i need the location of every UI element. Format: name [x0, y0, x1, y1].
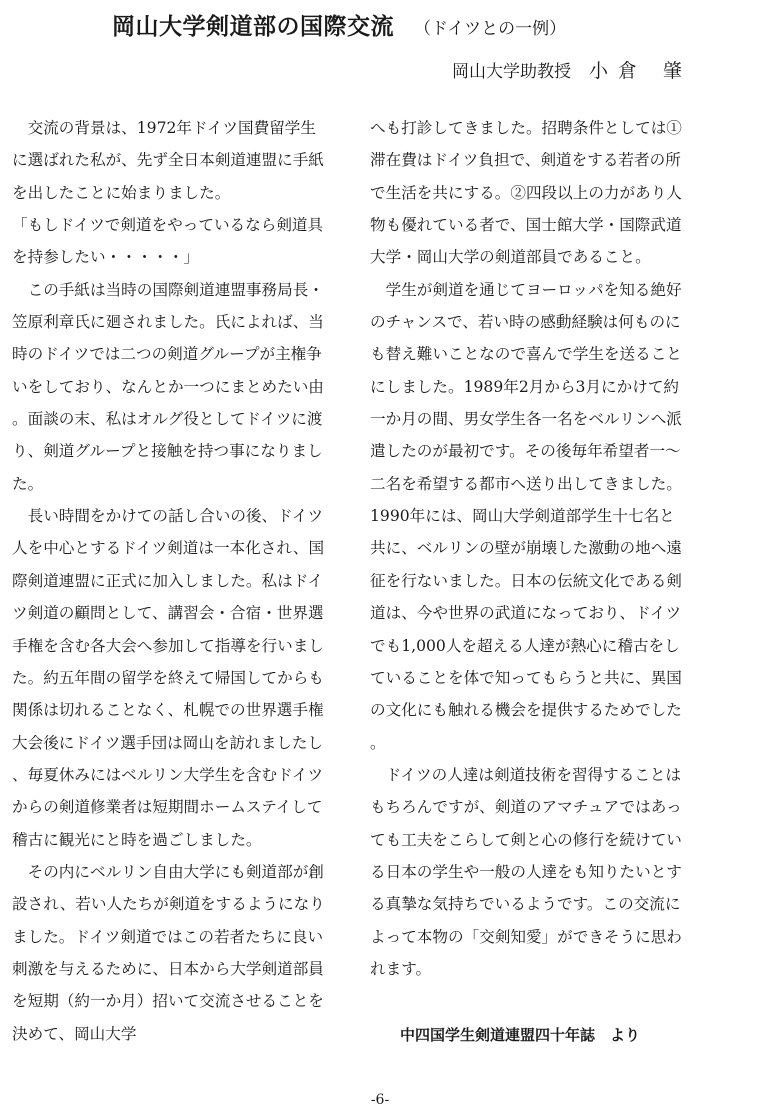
author-affiliation: 岡山大学助教授 — [452, 62, 571, 82]
paragraph: その内にベルリン自由大学にも剣道部が創設され、若い人たちが剣道をするようになりました。ドイツ剣道ではこの若者たちに良い刺激を与えるために、日本から大学剣道部員を短期（約一か月）招いて交流させることを決めて、岡山大学 — [12, 862, 325, 1043]
author-name: 小倉 肇 — [589, 60, 693, 82]
page-title: 岡山大学剣道部の国際交流 — [112, 14, 394, 40]
page-subtitle: （ドイツとの一例） — [414, 19, 567, 39]
paragraph-quote: 「もしドイツで剣道をやっているなら剣道具を持参したい・・・・・」 — [12, 216, 324, 267]
title-row — [112, 8, 712, 41]
paragraph: 交流の背景は、1972年ドイツ国費留学生に選ばれた私が、先ず全日本剣道連盟に手紙を出したことに始まりました。 — [12, 119, 324, 202]
paragraph: 長い時間をかけての話し合いの後、ドイツ人を中心とするドイツ剣道は一本化され、国際剣道連盟に正式に加入しました。私はドイツ剣道の顧問として、講習会・合宿・世界選手権を含む各大会へ参加して指導を行いました。約五年間の留学を終えて帰国してからも関係は切れることなく、札幌での世界選手権大会後にドイツ選手団は岡山を訪れましたし、毎夏休みにはベルリン大学生を含むドイツからの剣道修業者は短期間ホームステイして稽古に観光にと時を過ごしました。 — [12, 507, 325, 849]
paragraph-continued: へも打診してきました。招聘条件としては①滞在費はドイツ負担で、剣道をする若者の所で生活を共にする。②四段以上の力があり人物も優れている者で、国士館大学・国際武道大学・岡山大学の剣道部員であること。 — [370, 119, 682, 267]
paragraph: この手紙は当時の国際剣道連盟事務局長・笠原利章氏に廻されました。氏によれば、当時のドイツでは二つの剣道グループが主権争いをしており、なんとか一つにまとめたい由。面談の末、私はオルグ役としてドイツに渡り、剣道グループと接触を持つ事になりました。 — [12, 280, 324, 493]
source-citation: 中四国学生剣道連盟四十年誌 より — [400, 1026, 641, 1044]
right-column — [370, 112, 686, 985]
paragraph: 学生が剣道を通じてヨーロッパを知る絶好のチャンスで、若い時の感動経験は何ものにも替え難いことなので喜んで学生を送ることにしました。1989年2月から3月にかけて約一か月の間、男女学生各一名をベルリンへ派遣したのが最初です。その後毎年希望者一〜二名を希望する都市へ送り出してきました。1990年には、岡山大学剣道部学生十七名と共に、ベルリンの壁が崩壊した激動の地へ遠征を行ないました。日本の伝統文化である剣道は、今や世界の武道になっており、ドイツでも1,000人を超える人達が熱心に稽古をしていることを体で知ってもらうと共に、異国の文化にも触れる機会を提供するためでした。 — [370, 280, 682, 752]
page-number: -6- — [370, 1092, 390, 1108]
left-column — [12, 112, 328, 1050]
author-line — [452, 56, 692, 83]
paragraph: ドイツの人達は剣道技術を習得することはもちろんですが、剣道のアマチュアではあっても工夫をこらして剣と心の修行を続けている日本の学生や一般の人達をも知りたいとする真摯な気持ちでいるようです。この交流によって本物の「交剣知愛」ができそうに思われます。 — [370, 765, 682, 978]
